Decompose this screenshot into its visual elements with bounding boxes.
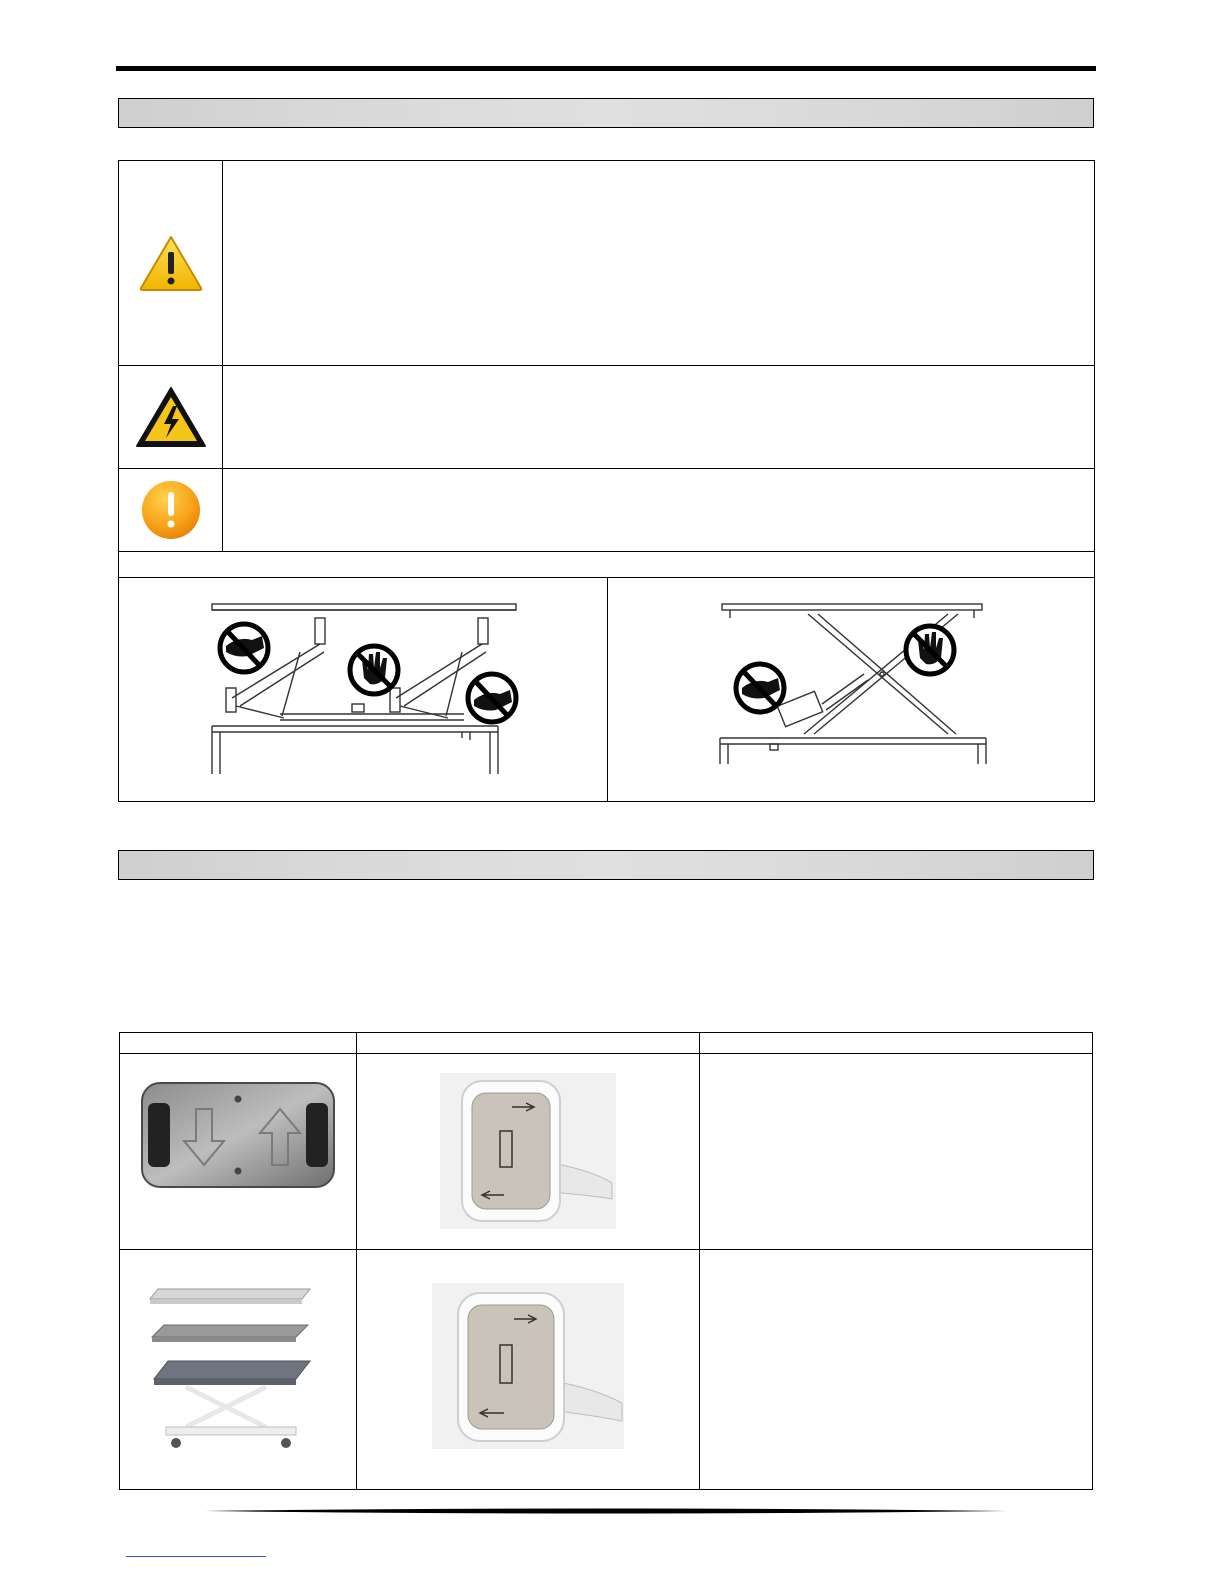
- footer-rule: [205, 1508, 1007, 1514]
- hand-control-icon-2: [432, 1283, 624, 1449]
- section-title-bar-2: [118, 850, 1094, 880]
- pinch-hazard-diagram-left: [120, 578, 607, 802]
- warning-triangle-icon: [138, 234, 204, 292]
- footer-link-underline: [126, 1556, 266, 1557]
- no-hand-icon: [350, 646, 398, 694]
- foot-pedal-icon: [138, 1079, 338, 1191]
- lift-table-diagram-1: [120, 578, 607, 802]
- warnings-table: [118, 160, 1095, 802]
- hand-control-image-1: [440, 1073, 616, 1234]
- electric-hazard-icon: [135, 386, 207, 448]
- lift-table-icon: [146, 1287, 316, 1459]
- lift-table-diagram-2: [608, 578, 1095, 802]
- foot-pedal-image: [138, 1079, 338, 1196]
- warning-row-1: [119, 161, 222, 365]
- hand-control-icon: [440, 1073, 616, 1229]
- no-hands-icon-3: [736, 664, 784, 712]
- header-rule: [116, 66, 1096, 71]
- section-title-bar-1: [118, 98, 1094, 128]
- pinch-hazard-diagram-right: [608, 578, 1095, 802]
- lift-table-image: [146, 1287, 316, 1464]
- no-hand-icon-2: [906, 626, 954, 674]
- warning-row-3: [119, 469, 222, 551]
- no-hands-icon-2: [468, 674, 516, 722]
- warning-row-2: [119, 366, 222, 468]
- no-hands-icon: [220, 624, 268, 672]
- exclamation-circle-icon: [140, 479, 202, 541]
- hand-control-image-2: [432, 1283, 624, 1454]
- controls-table: [119, 1032, 1093, 1490]
